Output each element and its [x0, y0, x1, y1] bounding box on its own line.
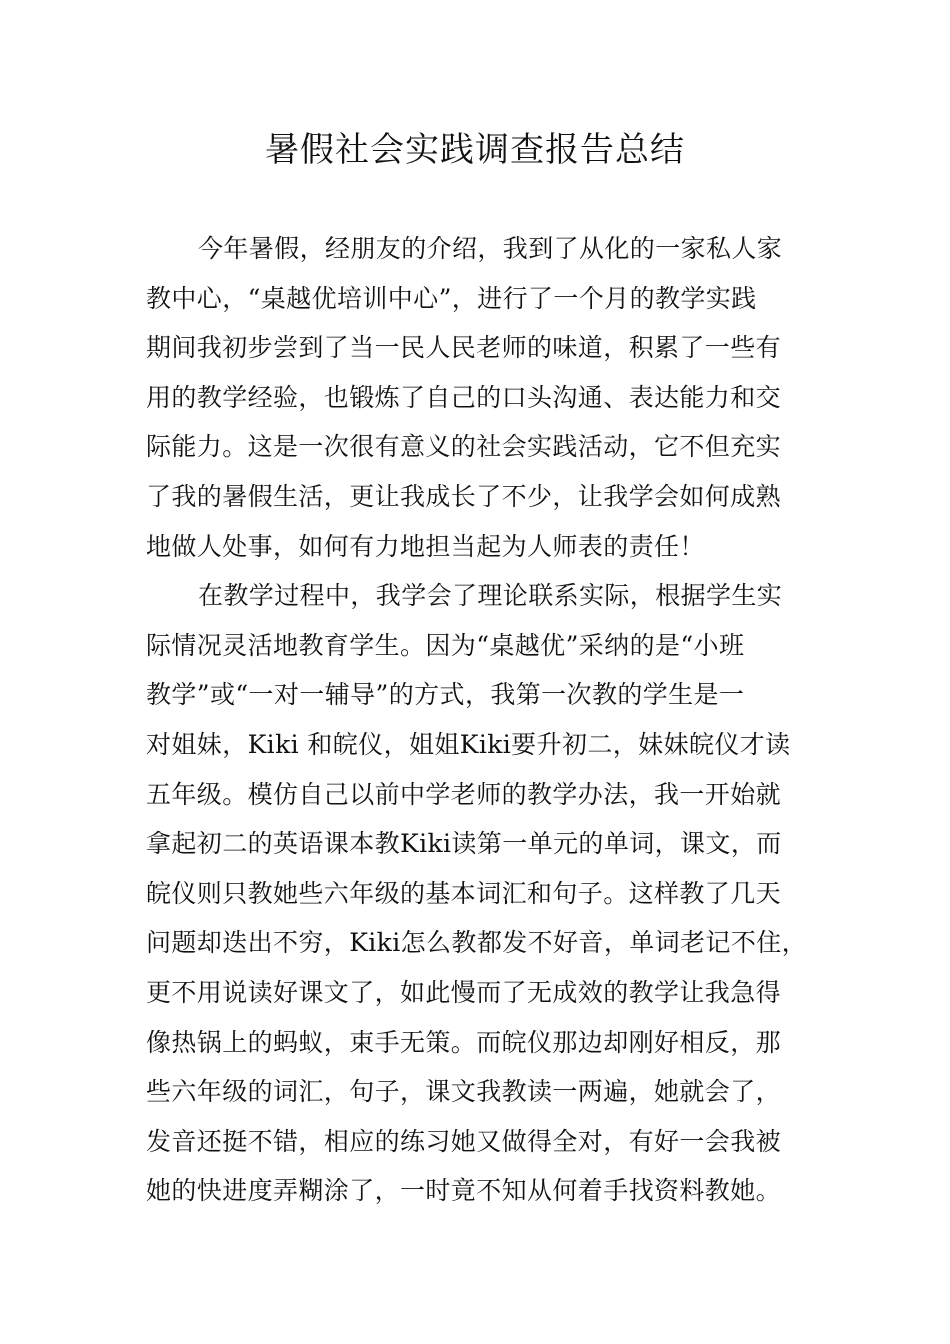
paragraph-line: 地做人处事，如何有力地担当起为人师表的责任！: [146, 531, 705, 561]
paragraph-line: 皖仪则只教她些六年级的基本词汇和句子。这样教了几天: [146, 878, 782, 908]
paragraph-line: 期间我初步尝到了当一民人民老师的味道，积累了一些有: [146, 333, 782, 363]
paragraph-line: 了我的暑假生活，更让我成长了不少，让我学会如何成熟: [146, 481, 782, 511]
paragraph-line: 像热锅上的蚂蚁，束手无策。而皖仪那边却刚好相反，那: [146, 1027, 782, 1057]
paragraph-line: 问题却迭出不穷，Kiki怎么教都发不好音，单词老记不住，: [146, 928, 808, 958]
paragraph-line: 些六年级的词汇，句子，课文我教读一两遍，她就会了，: [146, 1077, 782, 1107]
paragraph-line: 用的教学经验，也锻炼了自己的口头沟通、表达能力和交: [146, 382, 782, 412]
document-title: 暑假社会实践调查报告总结: [265, 130, 685, 170]
paragraph-line: 五年级。模仿自己以前中学老师的教学办法，我一开始就: [146, 779, 782, 809]
paragraph-line: 在教学过程中，我学会了理论联系实际，根据学生实: [198, 581, 783, 611]
paragraph-line: 教学”或“一对一辅导”的方式，我第一次教的学生是一: [146, 680, 745, 710]
document-body: [146, 224, 826, 1216]
paragraph-line: 际能力。这是一次很有意义的社会实践活动，它不但充实: [146, 432, 782, 462]
paragraph-line: 更不用说读好课文了，如此慢而了无成效的教学让我急得: [146, 977, 782, 1007]
paragraph-line: 际情况灵活地教育学生。因为“桌越优”采纳的是“小班: [146, 630, 745, 660]
paragraph-line: 发音还挺不错，相应的练习她又做得全对，有好一会我被: [146, 1126, 782, 1156]
paragraph-line: 她的快进度弄糊涂了，一时竟不知从何着手找资料教她。: [146, 1176, 782, 1206]
paragraph-line: 拿起初二的英语课本教Kiki读第一单元的单词，课文，而: [146, 829, 782, 859]
paragraph-line: 教中心，“桌越优培训中心”，进行了一个月的教学实践: [146, 283, 757, 313]
paragraph-line: 今年暑假，经朋友的介绍，我到了从化的一家私人家: [198, 234, 783, 263]
paragraph-line: 对姐妹，Kiki 和皖仪，姐姐Kiki要升初二，妹妹皖仪才读: [146, 729, 791, 759]
